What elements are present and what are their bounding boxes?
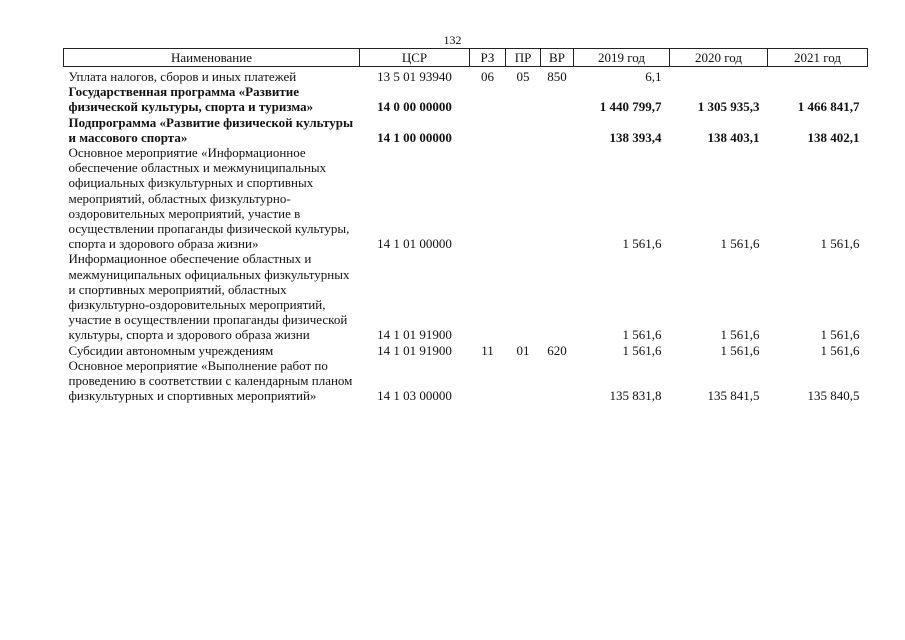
row-2021: 135 840,5 [807, 388, 860, 404]
header-name: Наименование [64, 49, 360, 67]
row-rz [470, 115, 506, 145]
row-pr: 05 [516, 69, 530, 84]
row-rz [470, 84, 506, 114]
row-2021: 1 466 841,7 [797, 99, 860, 115]
row-csr: 14 1 03 00000 [377, 388, 452, 404]
row-name: Основное мероприятие «Информационное обеспечение областных и межмуниципальных официальных физкультурных и спортивных мероприятий, областных физкультурно-оздоровительных мероприятий, участие в осуществлении пропаганды физической культуры, спорта и здорового образа жизни» [68, 145, 350, 252]
row-pr [506, 145, 541, 251]
row-2021: 1 561,6 [820, 342, 860, 358]
row-2019: 1 561,6 [622, 327, 662, 343]
row-rz [470, 145, 506, 251]
row-2021: 1 561,6 [820, 236, 860, 252]
table-row [64, 358, 868, 404]
row-csr: 14 1 01 00000 [377, 236, 452, 252]
header-2019: 2019 год [574, 49, 670, 67]
row-2019: 1 440 799,7 [599, 99, 662, 115]
row-name: Уплата налогов, сборов и иных платежей [68, 69, 297, 84]
row-pr [506, 251, 541, 342]
row-2020: 1 561,6 [720, 342, 760, 358]
row-csr: 14 0 00 00000 [377, 99, 452, 115]
row-csr: 14 1 01 91900 [377, 327, 452, 343]
table-row [64, 343, 868, 358]
header-2020: 2020 год [670, 49, 768, 67]
table-row [64, 145, 868, 251]
table-row [64, 84, 868, 114]
header-2021: 2021 год [768, 49, 868, 67]
row-2021 [768, 67, 868, 85]
header-rz: РЗ [470, 49, 506, 67]
page-number: 132 [443, 33, 462, 47]
row-2019: 1 561,6 [622, 342, 662, 358]
row-vr [541, 145, 574, 251]
table-row [64, 251, 868, 342]
row-2019: 138 393,4 [609, 129, 662, 145]
table-header-row [64, 49, 868, 67]
row-name: Информационное обеспечение областных и межмуниципальных официальных физкультурных и спортивных мероприятий, областных физкультурно-оздоровительных мероприятий, участие в осуществлении пропаганды физической культуры, спорта и здорового образа жизни [68, 251, 350, 343]
budget-table [63, 48, 868, 403]
row-2020: 1 561,6 [720, 236, 760, 252]
row-name: Субсидии автономным учреждениям [68, 342, 274, 358]
row-vr: 620 [547, 342, 567, 358]
row-csr: 13 5 01 93940 [377, 69, 452, 84]
row-2019: 6,1 [645, 69, 662, 84]
row-pr: 01 [516, 342, 530, 358]
row-vr [541, 84, 574, 114]
row-vr [541, 251, 574, 342]
row-csr: 14 1 00 00000 [377, 129, 452, 145]
row-2020 [670, 67, 768, 85]
row-rz [470, 358, 506, 404]
row-rz [470, 251, 506, 342]
row-name: Подпрограмма «Развитие физической культуры и массового спорта» [68, 114, 354, 145]
row-rz: 11 [481, 342, 494, 358]
row-vr [541, 358, 574, 404]
row-name: Государственная программа «Развитие физической культуры, спорта и туризма» [68, 84, 314, 115]
row-pr [506, 84, 541, 114]
row-2020: 1 561,6 [720, 327, 760, 343]
header-csr: ЦСР [360, 49, 470, 67]
header-pr: ПР [506, 49, 541, 67]
row-2021: 138 402,1 [807, 129, 860, 145]
row-2019: 135 831,8 [609, 388, 662, 404]
row-pr [506, 115, 541, 145]
row-vr [541, 115, 574, 145]
row-vr: 850 [547, 69, 567, 84]
row-2020: 1 305 935,3 [697, 99, 760, 115]
table-row [64, 67, 868, 85]
row-pr [506, 358, 541, 404]
row-name: Основное мероприятие «Выполнение работ по проведению в соответствии с календарным планом физкультурных и спортивных мероприятий» [68, 357, 353, 404]
row-2021: 1 561,6 [820, 327, 860, 343]
row-2020: 138 403,1 [707, 129, 760, 145]
row-csr: 14 1 01 91900 [377, 342, 452, 358]
table-row [64, 115, 868, 145]
row-2020: 135 841,5 [707, 388, 760, 404]
row-rz: 06 [481, 69, 494, 84]
header-vr: ВР [541, 49, 574, 67]
row-2019: 1 561,6 [622, 236, 662, 252]
